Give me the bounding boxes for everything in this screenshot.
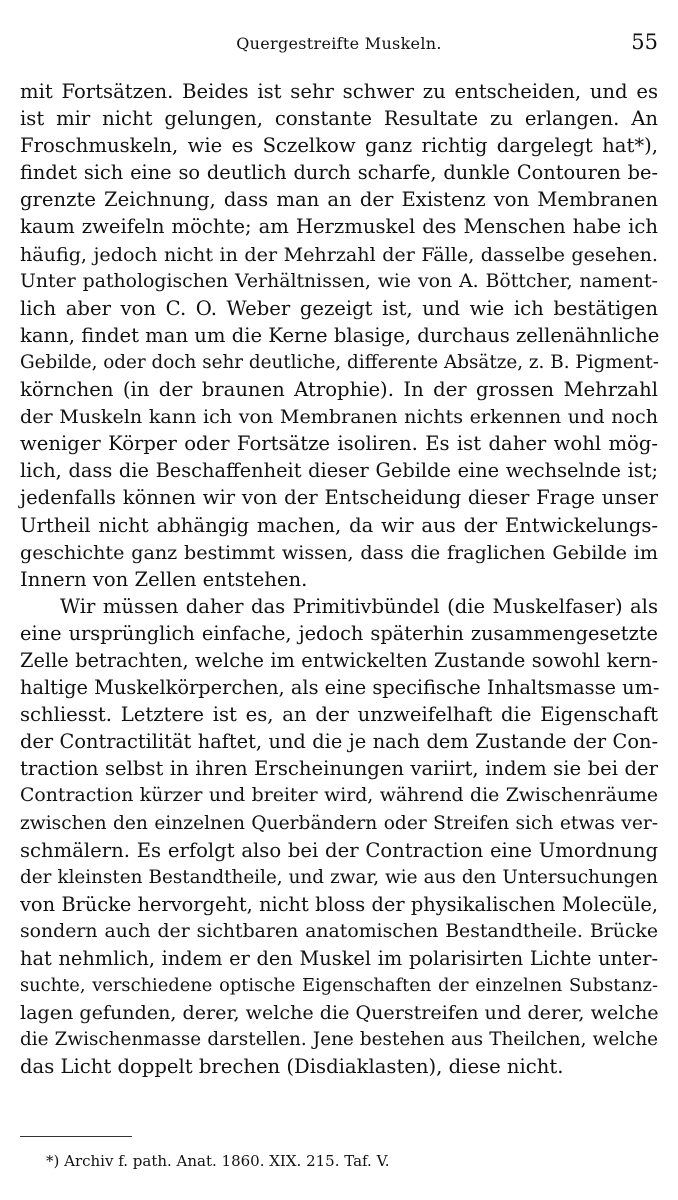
text-line: lich aber von C. O. Weber gezeigt ist, und wie ich bestätigen — [20, 296, 658, 320]
text-line: von Brücke hervorgeht, nicht bloss der physikalischen Molecüle, — [20, 892, 658, 916]
text-line: Wir müssen daher das Primitivbündel (die Muskelfaser) als — [60, 594, 658, 618]
footnote: *) Archiv f. path. Anat. 1860. XIX. 215. Taf. V. — [46, 1152, 390, 1170]
text-line: eine ursprünglich einfache, jedoch späterhin zusammengesetzte — [20, 621, 658, 645]
text-line: grenzte Zeichnung, dass man an der Existenz von Membranen — [20, 188, 658, 212]
text-line: Innern von Zellen entstehen. — [20, 567, 308, 591]
text-line: geschichte ganz bestimmt wissen, dass die fraglichen Gebilde im — [20, 540, 658, 564]
running-title: Quergestreifte Muskeln. — [236, 34, 442, 53]
text-line: weniger Körper oder Fortsätze isoliren. Es ist daher wohl mög- — [20, 432, 658, 456]
footnote-divider — [20, 1136, 132, 1137]
text-line: die Zwischenmasse darstellen. Jene bestehen aus Theilchen, welche — [20, 1029, 658, 1051]
text-line: Urtheil nicht abhängig machen, da wir aus der Entwickelungs- — [20, 513, 658, 537]
body-text — [20, 78, 658, 1080]
text-line: der kleinsten Bestandtheile, und zwar, wie aus den Untersuchungen — [20, 866, 658, 888]
text-line: zwischen den einzelnen Querbändern oder Streifen sich etwas ver- — [20, 812, 658, 834]
text-line: lich, dass die Beschaffenheit dieser Gebilde eine wechselnde ist; — [20, 459, 658, 483]
text-line: Contraction kürzer und breiter wird, während die Zwischenräume — [20, 785, 658, 807]
text-line: jedenfalls können wir von der Entscheidung dieser Frage unser — [20, 486, 658, 510]
text-line: Gebilde, oder doch sehr deutliche, differente Absätze, z. B. Pigment- — [20, 351, 659, 373]
text-line: Zelle betrachten, welche im entwickelten Zustande sowohl kern- — [20, 648, 658, 672]
text-line: lagen gefunden, derer, welche die Querstreifen und derer, welche — [20, 1001, 659, 1025]
text-line: kaum zweifeln möchte; am Herzmuskel des Menschen habe ich — [20, 215, 658, 239]
text-line: mit Fortsätzen. Beides ist sehr schwer zu entscheiden, und es — [20, 80, 658, 103]
text-line: häufig, jedoch nicht in der Mehrzahl der Fälle, dasselbe gesehen. — [20, 242, 658, 266]
text-line: schmälern. Es erfolgt also bei der Contraction eine Umordnung — [20, 838, 658, 862]
text-line: traction selbst in ihren Erscheinungen variirt, indem sie bei der — [20, 757, 658, 781]
text-line: sondern auch der sichtbaren anatomischen Bestandtheile. Brücke — [20, 920, 658, 942]
text-line: hat nehmlich, indem er den Muskel im polarisirten Lichte unter- — [20, 947, 658, 970]
text-line: der Contractilität haftet, und die je nach dem Zustande der Con- — [20, 730, 658, 754]
paragraph-2 — [20, 593, 658, 1081]
paragraph-1 — [20, 78, 658, 593]
text-line: der Muskeln kann ich von Membranen nichts erkennen und noch — [20, 405, 658, 429]
text-line: körnchen (in der braunen Atrophie). In der grossen Mehrzahl — [20, 378, 658, 402]
page-number: 55 — [631, 30, 658, 54]
text-line: das Licht doppelt brechen (Disdiaklasten), diese nicht. — [20, 1055, 564, 1079]
text-line: schliesst. Letztere ist es, an der unzweifelhaft die Eigenschaft — [20, 703, 658, 727]
text-line: Unter pathologischen Verhältnissen, wie von A. Böttcher, nament- — [20, 270, 658, 292]
text-line: Froschmuskeln, wie es Sczelkow ganz richtig dargelegt hat*), — [20, 134, 658, 158]
text-line: ist mir nicht gelungen, constante Resultate zu erlangen. An — [20, 107, 658, 131]
text-line: haltige Muskelkörperchen, als eine specifische Inhaltsmasse um- — [20, 676, 660, 700]
text-line: suchte, verschiedene optische Eigenschaften der einzelnen Substanz- — [20, 975, 658, 997]
text-line: findet sich eine so deutlich durch scharfe, dunkle Contouren be- — [20, 161, 658, 185]
text-line: kann, findet man um die Kerne blasige, durchaus zellenähnliche — [20, 323, 660, 347]
